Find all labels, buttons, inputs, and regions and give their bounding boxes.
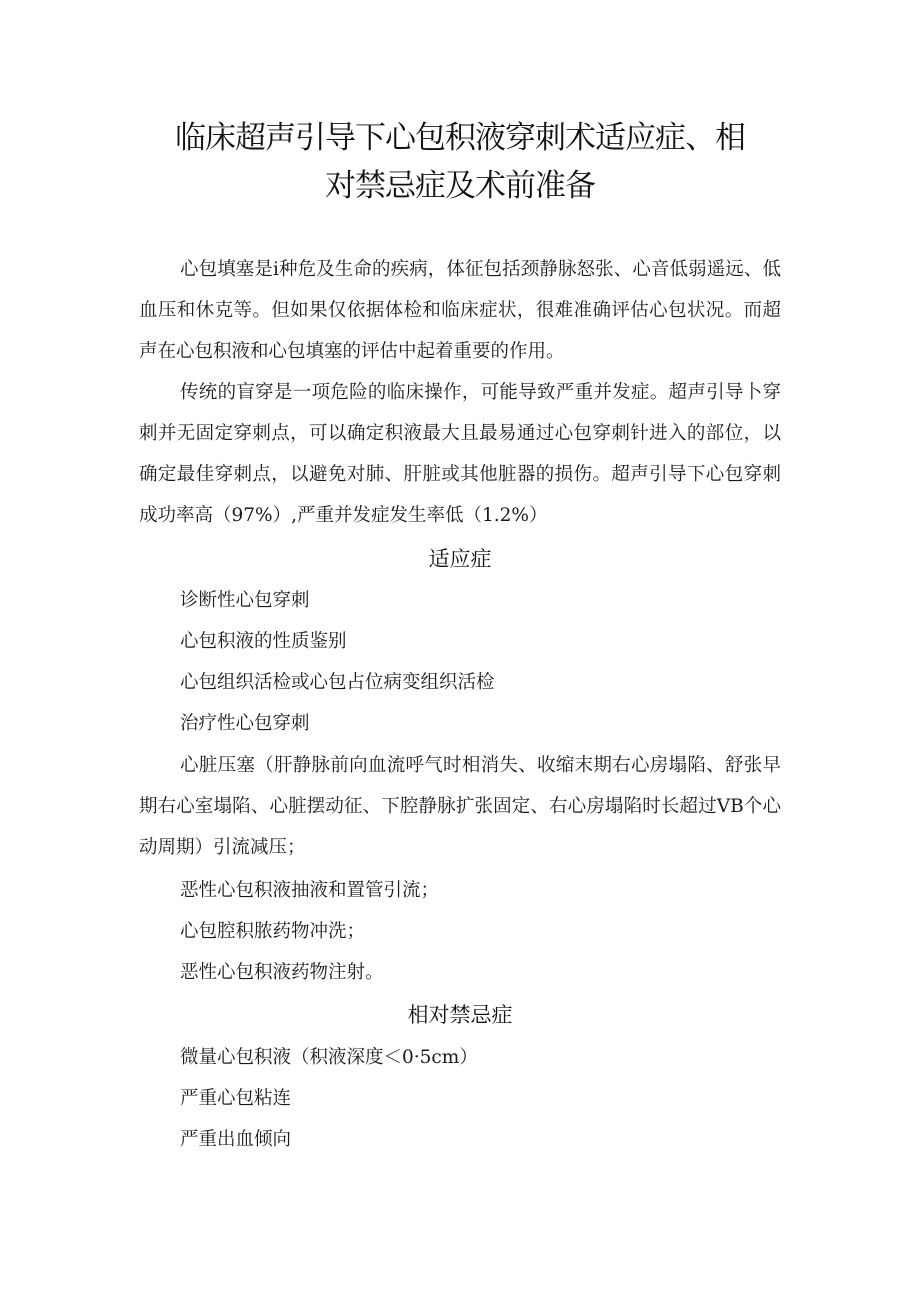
indication-item-1: 诊断性心包穿刺 — [180, 590, 310, 611]
indications-heading: 适应症 — [428, 547, 492, 571]
intro-paragraph-1: 心包填塞是i种危及生命的疾病，体征包括颈静脉怒张、心音低弱遥远、低血压和休克等。但如果仅依据体检和临床症状，很难准确评估心包状况。而超声在心包积液和心包填塞的评估中起着重要的作用。 — [139, 259, 781, 362]
indication-item-8: 恶性心包积液药物注射。 — [180, 962, 384, 983]
contraindication-item-1: 微量心包积液（积液深度＜0·5cm） — [180, 1047, 478, 1068]
contraindication-item-3: 严重出血倾向 — [180, 1129, 292, 1150]
indication-item-3: 心包组织活检或心包占位病变组织活检 — [180, 672, 495, 693]
indication-item-7: 心包腔积脓药物冲洗； — [180, 921, 366, 942]
indication-item-5-long: 心脏压塞（肝静脉前向血流呼气时相消失、收缩末期右心房塌陷、舒张早期右心室塌陷、心脏摆动征、下腔静脉扩张固定、右心房塌陷时长超过VB个心动周期）引流减压； — [139, 755, 781, 858]
contraindications-heading: 相对禁忌症 — [407, 1003, 513, 1027]
indication-item-4: 治疗性心包穿刺 — [180, 713, 310, 734]
contraindication-item-2: 严重心包粘连 — [180, 1088, 292, 1109]
title-line-1: 临床超声引导下心包积液穿刺术适应症、相 — [175, 120, 745, 156]
title-line-2: 对禁忌症及术前准备 — [325, 168, 595, 204]
intro-paragraph-2: 传统的盲穿是一项危险的临床操作，可能导致严重并发症。超声引导卜穿刺并无固定穿刺点，可以确定积液最大且最易通过心包穿刺针进入的部位，以确定最佳穿刺点，以避免对肺、肝脏或其他脏器的损伤。超声引导下心包穿刺成功率高（97%）,严重并发症发生率低（1.2%） — [139, 382, 781, 526]
document-title — [120, 114, 800, 210]
indication-item-2: 心包积液的性质鉴别 — [180, 631, 347, 652]
indication-item-6: 恶性心包积液抽液和置管引流； — [180, 880, 440, 901]
